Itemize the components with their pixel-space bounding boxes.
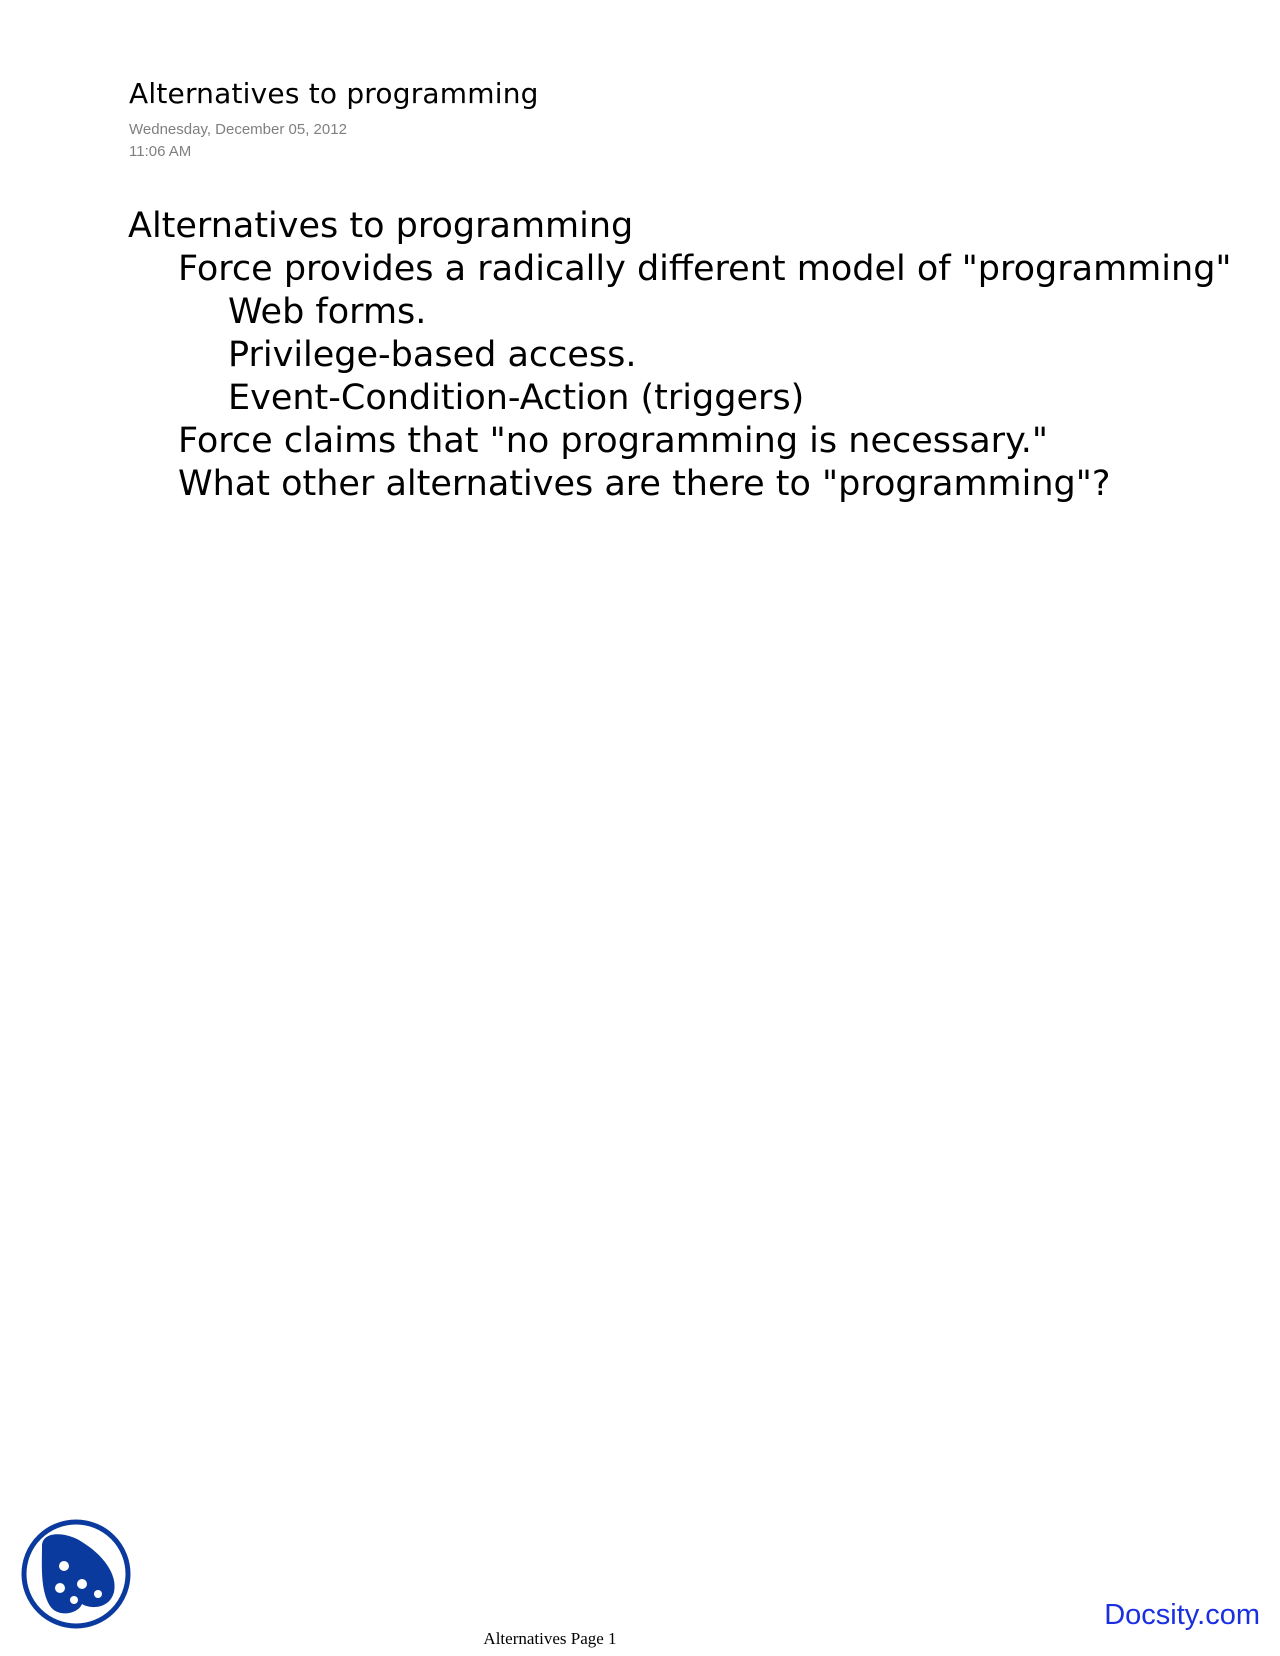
outline-item: Force provides a radically different model of "programming" bbox=[178, 249, 1232, 289]
docsity-logo-icon bbox=[20, 1518, 132, 1630]
outline-item: Alternatives to programming bbox=[128, 206, 634, 246]
page-footer-label: Alternatives Page 1 bbox=[483, 1629, 617, 1648]
note-time: 11:06 AM bbox=[129, 143, 192, 160]
note-date: Wednesday, December 05, 2012 bbox=[129, 121, 347, 138]
page-title: Alternatives to programming bbox=[129, 77, 539, 110]
docsity-brand-link[interactable]: Docsity.com bbox=[1104, 1599, 1260, 1631]
outline-item: Event-Condition-Action (triggers) bbox=[228, 378, 805, 418]
outline-item: Privilege-based access. bbox=[228, 335, 637, 375]
outline-item: Web forms. bbox=[228, 292, 427, 332]
outline-item: What other alternatives are there to "programming"? bbox=[178, 464, 1111, 504]
outline-item: Force claims that "no programming is necessary." bbox=[178, 421, 1049, 461]
